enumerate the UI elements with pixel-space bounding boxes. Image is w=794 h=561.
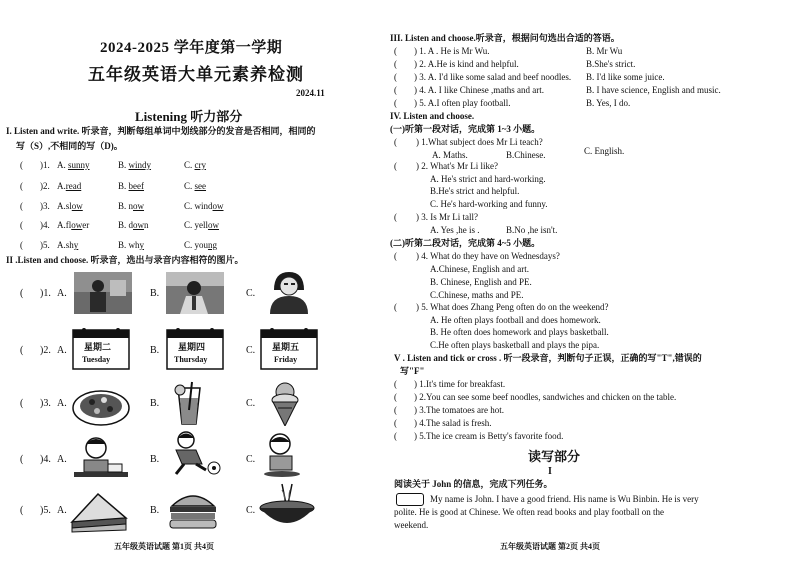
salad-plate-icon: [70, 382, 132, 428]
calendar-en: Tuesday: [82, 355, 111, 364]
s4-q3-opt-b: B.No ,he isn't.: [506, 225, 558, 235]
s2-row3-a-label: A.: [57, 398, 67, 409]
section5-instruction-1: V . Listen and tick or cross . 听一段录音，判断句子正误，正确的写"T",错误的: [394, 353, 702, 363]
paren-open: (: [394, 72, 397, 82]
page-2: [386, 0, 794, 561]
s1-option-b: B. down: [118, 220, 149, 230]
s4-q3: ) 3. Is Mr Li tall?: [416, 212, 478, 222]
s5-statement: ) 5.The ice cream is Betty's favorite food.: [414, 431, 564, 441]
paren-open: (: [20, 160, 23, 170]
section4-part1: (一)听第一段对话，完成第 1~3 小题。: [390, 124, 541, 134]
footer-left: 五年级英语试题 第1页 共4页: [114, 542, 214, 551]
s2-row1-c-label: C.: [246, 288, 256, 299]
paren-open: (: [394, 46, 397, 56]
s4-q2-opt-b: B.He's strict and helpful.: [430, 186, 520, 196]
woman-portrait-icon: [258, 268, 320, 314]
s3-answer: B. Mr Wu: [586, 46, 623, 56]
s2-row4-a-label: A.: [57, 454, 67, 465]
paren-open: (: [394, 431, 397, 441]
s1-option-a: A.slow: [57, 201, 83, 211]
paren-open: (: [20, 288, 24, 299]
boy-reading-icon: [70, 434, 132, 480]
paren-open: (: [394, 302, 397, 312]
paren-open: (: [20, 220, 23, 230]
s4-q1-opt-b: B.Chinese.: [506, 150, 546, 160]
answer-box[interactable]: [396, 493, 424, 506]
s3-question: ) 4. A. I like Chinese ,maths and art.: [414, 85, 544, 95]
s2-row1-b-label: B.: [150, 288, 160, 299]
paren-open: (: [394, 379, 397, 389]
listening-title: Listening 听力部分: [135, 109, 243, 124]
paren-open: (: [394, 137, 397, 147]
paren-open: (: [20, 181, 23, 191]
paren-open: (: [394, 212, 397, 222]
s1-option-b: B. windy: [118, 160, 152, 170]
s5-statement: ) 1.It's time for breakfast.: [414, 379, 506, 389]
sandwich-icon: [68, 488, 130, 534]
s1-option-b: B. beef: [118, 181, 145, 191]
s2-row3-c-label: C.: [246, 398, 256, 409]
paren-open: (: [394, 392, 397, 402]
passage-line1: My name is John. I have a good friend. His name is Wu Binbin. He is very: [430, 494, 699, 504]
s4-q1: ) 1.What subject does Mr Li teach?: [416, 137, 543, 147]
paren-open: (: [20, 201, 23, 211]
reading-roman: I: [548, 466, 552, 477]
section4-part2: (二)听第二段对话，完成第 4~5 小题。: [390, 238, 541, 248]
reading-instruction: 阅读关于 John 的信息，完成下列任务。: [394, 479, 553, 489]
exam-date: 2024.11: [296, 88, 325, 98]
calendar-en: Friday: [274, 355, 298, 364]
s4-q5: ) 5. What does Zhang Peng often do on the weekend?: [416, 302, 609, 312]
s4-q5-opt-c: C.He often plays basketball and plays the pipa.: [430, 340, 600, 350]
s2-row5-a-label: A.: [57, 505, 67, 516]
exam-title-line2: 五年级英语大单元素养检测: [88, 65, 304, 84]
paren-open: (: [20, 240, 23, 250]
s1-option-c: C. young: [184, 240, 218, 250]
reading-title: 读写部分: [528, 449, 581, 464]
paren-open: (: [394, 98, 397, 108]
s1-option-c: C. see: [184, 181, 207, 191]
s1-option-a: A. sunny: [57, 160, 90, 170]
paren-open: (: [20, 398, 24, 409]
s4-q4-opt-b: B. Chinese, English and PE.: [430, 277, 532, 287]
s1-row-num: )2.: [40, 181, 50, 191]
hamburger-icon: [162, 486, 224, 532]
s4-q1-opt-a: A. Maths.: [432, 150, 468, 160]
s1-option-a: A.read: [57, 181, 82, 191]
s2-row2-num: )2.: [40, 345, 51, 356]
s5-statement: ) 2.You can see some beef noodles, sandwiches and chicken on the table.: [414, 392, 677, 402]
section2-instruction: II .Listen and choose. 听录音，选出与录音内容相符的图片。: [6, 255, 244, 265]
s2-row2-c-label: C.: [246, 345, 256, 356]
calendar-thursday-icon: [166, 326, 224, 370]
paren-open: (: [394, 405, 397, 415]
s4-q5-opt-b: B. He often does homework and plays basketball.: [430, 327, 609, 337]
s3-question: ) 1. A . He is Mr Wu.: [414, 46, 490, 56]
s4-q2: ) 2. What's Mr Li like?: [416, 161, 498, 171]
paren-open: (: [20, 505, 24, 516]
section5-instruction-2: 写"F": [400, 366, 425, 376]
ice-cream-icon: [254, 380, 316, 426]
section1-instruction-1: I. Listen and write. 听录音，判断每组单词中划线部分的发音是否相同，相同的: [6, 126, 316, 136]
s1-row-num: )3.: [40, 201, 50, 211]
s2-row4-c-label: C.: [246, 454, 256, 465]
calendar-cn: 星期五: [272, 342, 300, 352]
s5-statement: ) 3.The tomatoes are hot.: [414, 405, 504, 415]
s1-option-b: B. why: [118, 240, 145, 250]
calendar-friday-icon: [260, 326, 318, 370]
s2-row1-a-label: A.: [57, 288, 67, 299]
s1-row-num: )4.: [40, 220, 50, 230]
s4-q3-opt-a: A. Yes ,he is .: [430, 225, 480, 235]
s1-row-num: )1.: [40, 160, 50, 170]
s4-q2-opt-c: C. He's hard-working and funny.: [430, 199, 548, 209]
paren-open: (: [20, 345, 24, 356]
s2-row5-num: )5.: [40, 505, 51, 516]
exam-title-line1: 2024-2025 学年度第一学期: [100, 40, 283, 56]
s1-option-c: C. window: [184, 201, 224, 211]
s4-q2-opt-a: A. He's strict and hard-working.: [430, 174, 546, 184]
s4-q4: ) 4. What do they have on Wednesdays?: [416, 251, 560, 261]
juice-glass-icon: [158, 380, 220, 426]
s4-q4-opt-c: C.Chinese, maths and PE.: [430, 290, 524, 300]
s3-answer: B. I'd like some juice.: [586, 72, 665, 82]
s3-question: ) 2. A.He is kind and helpful.: [414, 59, 519, 69]
s3-answer: B. Yes, I do.: [586, 98, 631, 108]
noodles-bowl-icon: [256, 482, 318, 528]
s2-row5-b-label: B.: [150, 505, 160, 516]
teacher-photo-icon: [72, 270, 134, 316]
s2-row3-b-label: B.: [150, 398, 160, 409]
section3-instruction: III. Listen and choose.听录音，根据问句选出合适的答语。: [390, 33, 620, 43]
paren-open: (: [394, 161, 397, 171]
s3-answer: B.She's strict.: [586, 59, 636, 69]
s4-q5-opt-a: A. He often plays football and does homework.: [430, 315, 601, 325]
boy-football-icon: [162, 430, 224, 476]
s2-row3-num: )3.: [40, 398, 51, 409]
s1-option-a: A.flower: [57, 220, 90, 230]
s2-row4-b-label: B.: [150, 454, 160, 465]
s2-row5-c-label: C.: [246, 505, 256, 516]
paren-open: (: [394, 59, 397, 69]
footer-right: 五年级英语试题 第2页 共4页: [500, 542, 600, 551]
s3-answer: B. I have science, English and music.: [586, 85, 721, 95]
page-1: [0, 0, 385, 561]
s2-row2-a-label: A.: [57, 345, 67, 356]
passage-line2: polite. He is good at Chinese. We often read books and play football on the: [394, 507, 665, 517]
s5-statement: ) 4.The salad is fresh.: [414, 418, 492, 428]
section1-instruction-2: 写（S）,不相同的写（D)。: [16, 141, 123, 151]
s1-option-b: B. now: [118, 201, 145, 211]
paren-open: (: [20, 454, 24, 465]
s2-row4-num: )4.: [40, 454, 51, 465]
s1-option-a: A.shy: [57, 240, 79, 250]
s3-question: ) 5. A.I often play football.: [414, 98, 511, 108]
s3-question: ) 3. A. I'd like some salad and beef noodles.: [414, 72, 572, 82]
calendar-cn: 星期二: [84, 342, 112, 352]
s1-option-c: C. cry: [184, 160, 207, 170]
s4-q1-opt-c: C. English.: [584, 146, 625, 156]
s4-q4-opt-a: A.Chinese, English and art.: [430, 264, 529, 274]
calendar-en: Thursday: [174, 355, 208, 364]
paren-open: (: [394, 418, 397, 428]
boy-eating-icon: [258, 432, 320, 478]
calendar-cn: 星期四: [178, 342, 206, 352]
section4-instruction: IV. Listen and choose.: [390, 111, 475, 121]
s1-row-num: )5.: [40, 240, 50, 250]
s1-option-c: C. yellow: [184, 220, 219, 230]
calendar-tuesday-icon: [72, 326, 130, 370]
passage-line3: weekend.: [394, 520, 429, 530]
paren-open: (: [394, 85, 397, 95]
s2-row2-b-label: B.: [150, 345, 160, 356]
teacher-photo-icon: [164, 270, 226, 316]
s2-row1-num: )1.: [40, 288, 51, 299]
paren-open: (: [394, 251, 397, 261]
